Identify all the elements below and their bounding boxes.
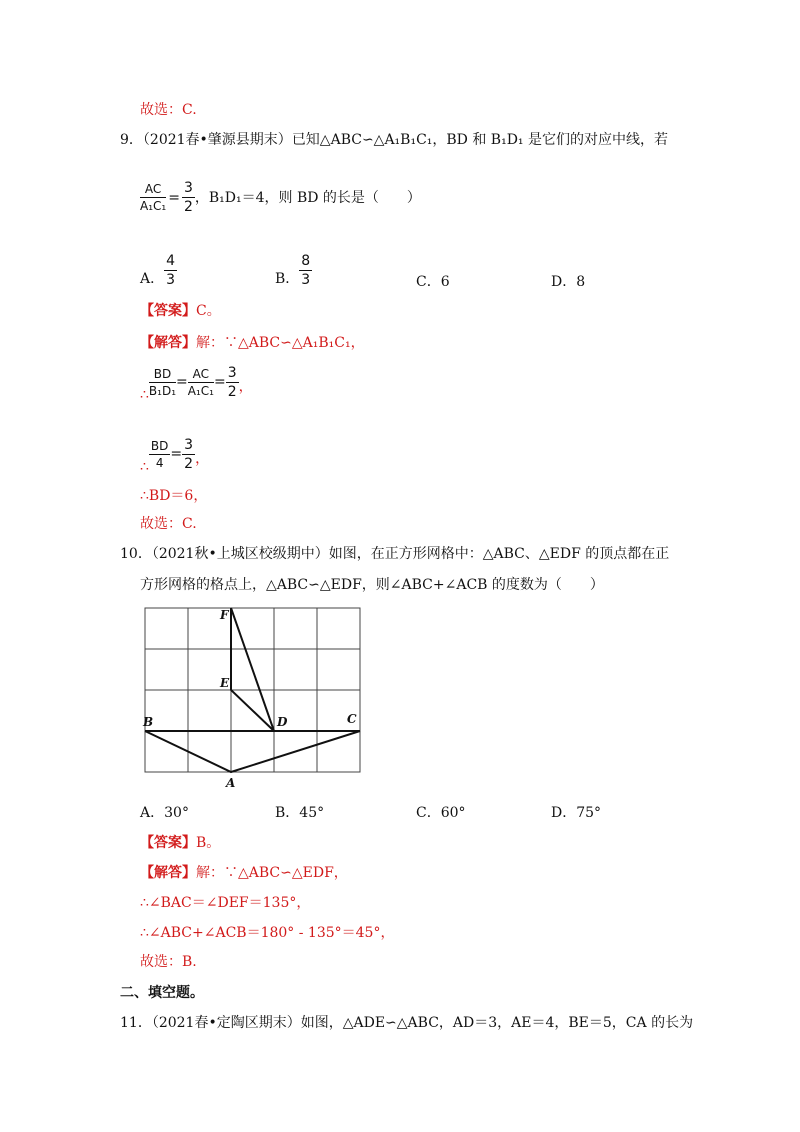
q9-analysis-intro: [140, 334, 365, 352]
q10-option-a-value: 30°: [164, 805, 189, 821]
q9-answer-tag: 【答案】: [140, 303, 196, 319]
q10-number: 10．: [120, 546, 152, 562]
q10-option-d-value: 75°: [576, 805, 602, 821]
q10-option-c-value: 60°: [440, 805, 466, 821]
q9-step1-frac3: [226, 365, 239, 400]
q9-step1-frac1-den: B₁D₁: [148, 383, 177, 398]
q10-label-f: F: [220, 608, 229, 622]
q10-stem-line1: [120, 545, 669, 563]
q10-label-a: A: [226, 776, 236, 790]
q9-step1-frac2-den: A₁C₁: [187, 383, 214, 398]
q9-step2-frac1-den: 4: [155, 455, 164, 470]
q8-conclusion: 故选：C.: [140, 102, 197, 118]
q9-option-a-value: [164, 253, 177, 288]
q9-step2-frac1-num: BD: [150, 438, 169, 453]
q9-source: （2021春•肇源县期末）: [142, 132, 292, 148]
q10-option-a: [140, 804, 189, 822]
q10-answer-value: B。: [196, 835, 221, 851]
q9-given-value-num: 3: [183, 180, 193, 196]
q9-option-a-label: A．: [140, 271, 165, 287]
q9-option-a-num: 4: [166, 252, 176, 269]
q9-step1-frac3-den: 2: [227, 383, 237, 400]
q9-step2-comma: ，: [195, 451, 210, 467]
q9-option-a-den: 3: [166, 271, 176, 288]
q9-option-c-value: 6: [440, 274, 450, 290]
q9-step2-therefore: ∴: [140, 459, 149, 475]
q9-given-value: [182, 180, 195, 215]
q10-label-d: D: [277, 715, 288, 729]
q9-number: 9．: [120, 132, 143, 148]
q10-vertex-labels: [142, 608, 357, 790]
q9-given-fraction: [140, 182, 166, 213]
q11-stem-text: 如图，△ADE∽△ABC，AD＝3，AE＝4，BE＝5，CA 的长为: [300, 1015, 694, 1031]
q10-option-d: [551, 804, 601, 822]
q9-step1-eq2: =: [213, 374, 226, 390]
q9-step2: [140, 432, 209, 476]
q10-label-c: C: [347, 712, 357, 726]
q9-option-c: [416, 273, 450, 291]
q9-step1-frac3-num: 3: [227, 364, 237, 381]
q9-step1-therefore: ∴: [140, 387, 149, 403]
q9-option-c-label: C．: [416, 274, 441, 290]
q10-analysis-text: 解：∵△ABC∽△EDF，: [196, 865, 348, 881]
q9-analysis-text: 解：∵△ABC∽△A₁B₁C₁，: [196, 335, 365, 351]
q10-option-c: [416, 804, 466, 822]
q9-answer-value: C。: [196, 303, 221, 319]
q9-step1: [140, 360, 253, 404]
q10-label-b: B: [143, 715, 154, 729]
q9-option-b-value: [299, 253, 312, 288]
q9-option-b: [275, 252, 312, 288]
q10-option-b: [275, 804, 324, 822]
q9-step1-frac1-num: BD: [149, 367, 176, 383]
q10-stem-text: 如图，在正方形网格中：△ABC、△EDF 的顶点都在正: [328, 546, 670, 562]
q10-conclusion: 故选：B.: [140, 954, 197, 970]
q11-number: 11．: [120, 1015, 152, 1031]
q10-source: （2021秋•上城区校级期中）: [151, 546, 329, 562]
q9-step1-eq1: =: [176, 374, 188, 390]
q9-step2-frac2-den: 2: [184, 455, 194, 472]
section-heading-fill-in: 二、填空题。: [120, 985, 204, 1001]
q10-triangle-edf: [231, 608, 274, 731]
q9-answer: [140, 302, 221, 320]
q10-option-b-label: B．: [275, 805, 300, 821]
q9-analysis-tag: 【解答】: [140, 335, 196, 351]
q9-step3: ∴BD＝6，: [140, 488, 208, 504]
q9-step2-eq: =: [170, 446, 183, 462]
q9-step2-frac2-num: 3: [184, 436, 194, 453]
q10-figure: [140, 605, 370, 790]
q10-option-a-label: A．: [140, 805, 165, 821]
q9-conclusion: 故选：C.: [140, 516, 197, 532]
q9-stem-text: 已知△ABC∽△A₁B₁C₁，BD 和 B₁D₁ 是它们的对应中线，若: [291, 132, 668, 148]
q9-option-b-num: 8: [301, 252, 311, 269]
q9-stem-line2: [140, 180, 421, 215]
q9-given-den: A₁C₁: [140, 199, 167, 213]
q10-answer-tag: 【答案】: [140, 835, 196, 851]
q9-option-a: [140, 252, 177, 288]
q9-step2-frac1: [149, 439, 170, 470]
q11-source: （2021春•定陶区期末）: [151, 1015, 301, 1031]
q9-given-num: AC: [140, 182, 166, 198]
q10-step2: ∴∠ABC+∠ACB＝180° - 135°＝45°，: [140, 925, 395, 941]
q10-option-b-value: 45°: [299, 805, 325, 821]
q10-label-e: E: [220, 676, 230, 690]
q9-option-b-label: B．: [275, 271, 300, 287]
q11-stem: [120, 1014, 693, 1032]
q9-option-b-den: 3: [301, 271, 311, 288]
q9-stem-text-2: ，B₁D₁＝4，则 BD 的长是（ ）: [194, 189, 421, 206]
q9-option-d: [551, 273, 585, 291]
q10-option-c-label: C．: [416, 805, 441, 821]
q9-step1-frac1: [149, 367, 176, 398]
q9-option-d-value: 8: [576, 274, 586, 290]
q10-analysis-intro: [140, 864, 348, 882]
q9-given-equals: =: [168, 189, 180, 206]
q10-grid-figure: [140, 605, 370, 790]
q9-step1-frac2: [188, 367, 214, 398]
q9-step1-frac2-num: AC: [188, 367, 214, 383]
q10-answer: [140, 834, 220, 852]
q9-given-value-den: 2: [183, 199, 193, 215]
q9-step1-comma: ，: [238, 379, 253, 395]
q10-analysis-tag: 【解答】: [140, 865, 196, 881]
q9-stem-line1: [120, 131, 668, 149]
q10-step1: ∴∠BAC＝∠DEF＝135°，: [140, 895, 311, 911]
q10-stem-line2: 方形网格的格点上，△ABC∽△EDF，则∠ABC+∠ACB 的度数为（ ）: [140, 577, 604, 593]
q10-option-d-label: D．: [551, 805, 577, 821]
q9-step2-frac2: [182, 437, 195, 472]
q10-triangle-abc: [145, 731, 360, 772]
q9-option-d-label: D．: [551, 274, 577, 290]
